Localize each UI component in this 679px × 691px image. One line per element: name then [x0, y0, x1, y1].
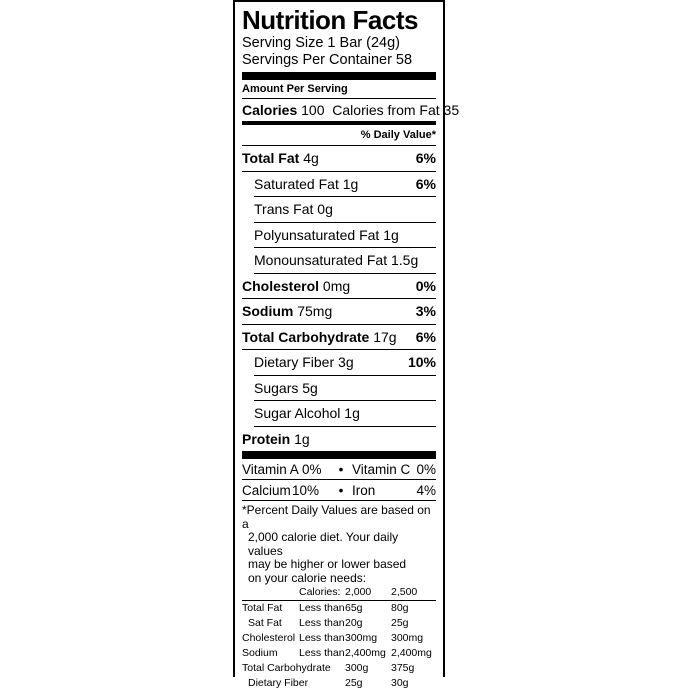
- nutrient-row-saturated-fat: [254, 172, 436, 198]
- nutrient-row-sodium: [242, 299, 436, 325]
- thick-divider: [242, 72, 436, 80]
- nutrient-row-sugar-alcohol: [254, 401, 436, 427]
- nutrient-amount: 0g: [317, 201, 333, 218]
- dv-table-header: Calories: 2,000 2,500: [242, 585, 436, 601]
- nutrient-dv: 3%: [415, 303, 436, 320]
- nutrient-amount: 1.5g: [390, 252, 419, 269]
- vitamin-row-2: [242, 480, 436, 501]
- calories-value: 100: [301, 102, 325, 118]
- dv-table-row: Sodium Less than 2,400mg 2,400mg: [242, 647, 432, 659]
- nutrient-amount: 4g: [303, 150, 319, 167]
- vitamin-row-1: [242, 459, 436, 480]
- nutrient-name: Sodium: [242, 303, 294, 320]
- dv-table-row: Dietary Fiber 25g 30g: [248, 677, 409, 689]
- nutrient-name: Monounsaturated Fat: [254, 252, 388, 269]
- nutrient-amount: 1g: [344, 405, 360, 422]
- nutrient-dv: 0%: [415, 277, 436, 294]
- footnote-line: may be higher or lower based: [248, 557, 407, 571]
- vitamin-c-pct: 0%: [416, 461, 436, 477]
- nutrient-name: Dietary Fiber: [254, 354, 335, 371]
- nutrient-row-protein: [242, 427, 436, 452]
- nutrient-row-polyunsaturated-fat: [254, 223, 436, 249]
- nutrient-dv: 10%: [407, 354, 436, 371]
- nutrient-row-total-carbohydrate: [242, 325, 436, 351]
- nutrient-row-monounsaturated-fat: [254, 248, 436, 274]
- vitamin-a-label: Vitamin A: [242, 461, 299, 477]
- calories-row: [242, 99, 460, 121]
- vitamin-c-label: Vitamin C: [352, 461, 411, 477]
- nutrient-dv: 6%: [415, 150, 436, 167]
- iron-pct: 4%: [416, 482, 436, 498]
- nutrient-row-trans-fat: [254, 197, 436, 223]
- amount-per-serving: Amount Per Serving: [242, 80, 436, 99]
- nutrient-name: Sugars: [254, 379, 299, 396]
- nutrient-amount: 0mg: [322, 277, 351, 294]
- footnote-line: 2,000 calorie diet. Your daily values: [248, 530, 399, 558]
- bullet-separator: •: [338, 461, 344, 477]
- serving-size: Serving Size 1 Bar (24g): [242, 35, 400, 51]
- nutrient-row-cholesterol: [242, 274, 436, 300]
- servings-per-container: Servings Per Container 58: [242, 52, 413, 68]
- nutrient-row-sugars: [254, 376, 436, 402]
- nutrient-name: Trans Fat: [254, 201, 314, 218]
- footnote: [242, 504, 436, 585]
- nutrient-name: Total Carbohydrate: [242, 328, 370, 345]
- daily-value-table: [242, 585, 436, 691]
- nutrient-amount: 1g: [342, 175, 359, 192]
- nutrient-name: Protein: [242, 430, 291, 447]
- label-title: Nutrition Facts: [242, 5, 418, 35]
- nutrient-name: Saturated Fat: [254, 175, 339, 192]
- dv-table-row: Total Carbohydrate 300g 375g: [242, 662, 415, 674]
- nutrient-name: Sugar Alcohol: [254, 405, 341, 422]
- calories-from-fat: Calories from Fat 35: [332, 102, 460, 118]
- nutrient-row-dietary-fiber: [254, 350, 436, 376]
- thick-divider: [242, 451, 436, 459]
- bullet-separator: •: [338, 482, 344, 498]
- nutrient-name: Total Fat: [242, 150, 300, 167]
- nutrient-amount: 3g: [338, 354, 354, 371]
- daily-value-header: % Daily Value*: [242, 125, 436, 146]
- nutrient-amount: 1g: [294, 430, 310, 447]
- calcium-pct: 10%: [292, 482, 320, 498]
- nutrient-dv: 6%: [415, 175, 436, 192]
- nutrient-amount: 17g: [373, 328, 397, 345]
- nutrient-name: Cholesterol: [242, 277, 320, 294]
- vitamin-a-pct: 0%: [302, 461, 322, 477]
- nutrient-dv: 6%: [415, 328, 436, 345]
- nutrient-amount: 75mg: [297, 303, 333, 320]
- calcium-label: Calcium: [242, 482, 291, 498]
- dv-table-row: Total Fat Less than 65g 80g: [242, 602, 409, 614]
- footnote-line: *Percent Daily Values are based on a: [242, 503, 431, 531]
- nutrient-amount: 1g: [383, 226, 399, 243]
- footnote-line: on your calorie needs:: [248, 570, 367, 585]
- nutrient-amount: 5g: [302, 379, 318, 396]
- nutrition-facts-label: [233, 0, 460, 689]
- iron-label: Iron: [352, 482, 376, 498]
- dv-table-row: Cholesterol Less than 300mg 300mg: [242, 632, 424, 644]
- nutrient-row-total-fat: [242, 146, 436, 172]
- dv-table-row: Sat Fat Less than 20g 25g: [248, 617, 409, 629]
- calories-label: Calories: [242, 102, 298, 118]
- nutrient-name: Polyunsaturated Fat: [254, 226, 380, 243]
